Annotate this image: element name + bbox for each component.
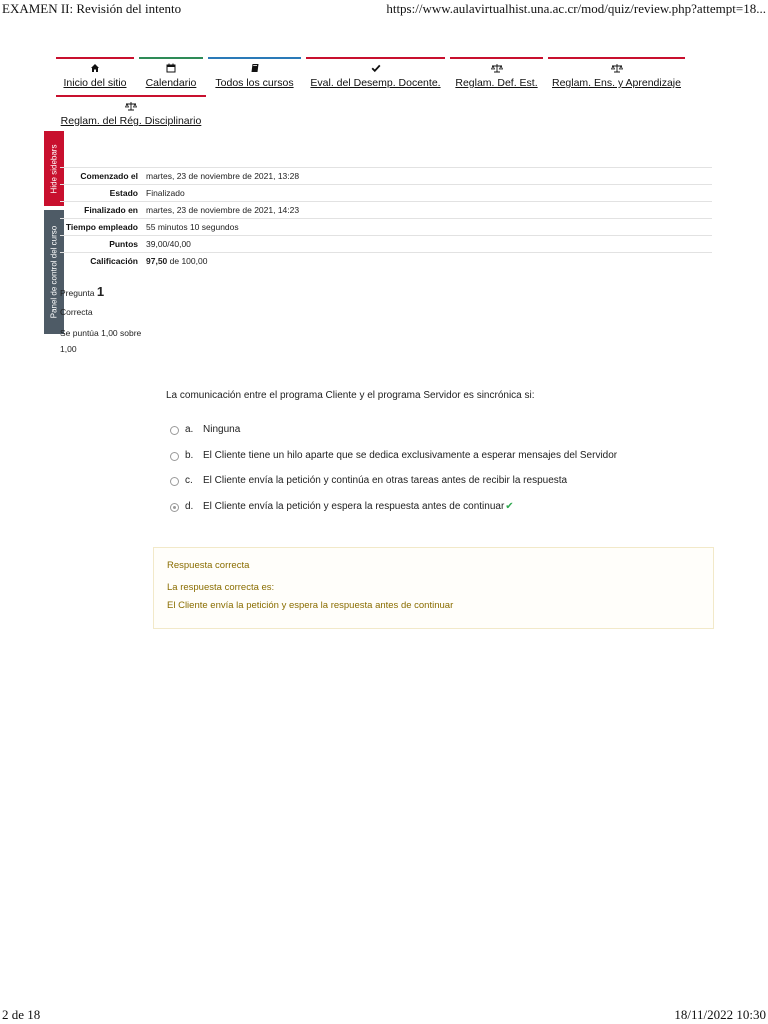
table-row: [60, 202, 712, 219]
table-row: [60, 219, 712, 236]
correct-answer-label: La respuesta correcta es:: [167, 582, 275, 593]
attempt-summary-table: [60, 167, 712, 269]
summary-key: Finalizado en: [84, 205, 138, 215]
nav-item-calendar[interactable]: [139, 57, 203, 95]
grade-max: de 100,00: [167, 256, 208, 266]
correct-check-icon: ✔: [505, 500, 514, 512]
check-icon: [306, 63, 445, 76]
radio-button[interactable]: [170, 452, 179, 461]
home-icon: [56, 63, 134, 76]
balance-scale-icon: [56, 101, 206, 114]
summary-key: Tiempo empleado: [65, 222, 138, 232]
balance-scale-icon: [450, 63, 543, 76]
course-panel-label: Panel de control del curso: [49, 225, 59, 319]
feedback-box: [153, 547, 714, 629]
nav-item-reglam-def-est[interactable]: [450, 57, 543, 95]
summary-value: [142, 253, 712, 270]
nav-item-reglam-disciplinario[interactable]: [56, 95, 206, 133]
nav-label-reglam-disciplinario: Reglam. del Rég. Disciplinario: [60, 115, 202, 127]
table-row: [60, 185, 712, 202]
grade-value: 97,50: [146, 256, 168, 266]
feedback-result: Respuesta correcta: [167, 560, 250, 571]
summary-value: 39,00/40,00: [146, 239, 191, 249]
summary-key: Comenzado el: [80, 171, 138, 181]
nav-label-teacher-evaluation: Eval. del Desemp. Docente.: [310, 77, 441, 89]
calendar-icon: [139, 63, 203, 76]
answer-option-d[interactable]: [170, 501, 730, 527]
summary-key: Calificación: [90, 256, 138, 266]
question-marks: Se puntúa 1,00 sobre 1,00: [60, 328, 142, 354]
summary-key: Puntos: [109, 239, 138, 249]
nav-item-all-courses[interactable]: [208, 57, 301, 95]
answer-letter: a.: [185, 424, 194, 435]
answer-text: El Cliente tiene un hilo aparte que se dedica exclusivamente a esperar mensajes del Servidor: [203, 449, 618, 461]
summary-value: 55 minutos 10 segundos: [146, 222, 239, 232]
radio-button-selected[interactable]: [170, 503, 179, 512]
nav-label-all-courses: Todos los cursos: [215, 77, 294, 89]
question-number: 1: [96, 284, 105, 299]
summary-value: Finalizado: [146, 188, 185, 198]
answer-letter: c.: [185, 475, 193, 486]
page-counter: 2 de 18: [2, 1007, 41, 1022]
question-state: Correcta: [60, 307, 93, 317]
hide-sidebars-label: Hide sidebars: [49, 144, 59, 193]
answer-letter: d.: [185, 500, 194, 512]
question-info: [60, 284, 150, 365]
answer-text: El Cliente envía la petición y espera la respuesta antes de continuar: [203, 500, 505, 512]
question-label: Pregunta: [60, 288, 95, 298]
answer-text: Ninguna: [203, 424, 241, 435]
nav-item-reglam-ens-aprendizaje[interactable]: [548, 57, 685, 95]
print-datetime: 18/11/2022 10:30: [674, 1007, 766, 1022]
book-icon: [208, 63, 301, 76]
summary-value: martes, 23 de noviembre de 2021, 13:28: [146, 171, 300, 181]
radio-button[interactable]: [170, 477, 179, 486]
nav-label-reglam-def-est: Reglam. Def. Est.: [455, 77, 538, 89]
summary-key: Estado: [109, 188, 138, 198]
summary-value: martes, 23 de noviembre de 2021, 14:23: [146, 205, 300, 215]
nav-label-home: Inicio del sitio: [63, 77, 127, 89]
nav-label-calendar: Calendario: [145, 77, 197, 89]
nav-item-teacher-evaluation[interactable]: [306, 57, 445, 95]
table-row: [60, 253, 712, 270]
answer-letter: b.: [185, 449, 194, 461]
question-text: La comunicación entre el programa Cliente y el programa Servidor es sincrónica si:: [166, 390, 535, 401]
correct-answer-text: El Cliente envía la petición y espera la respuesta antes de continuar: [167, 600, 454, 611]
answer-list: [170, 424, 730, 526]
answer-option-a[interactable]: [170, 424, 730, 450]
nav-label-reglam-ens-aprendizaje: Reglam. Ens. y Aprendizaje: [552, 77, 681, 89]
print-url: https://www.aulavirtualhist.una.ac.cr/mod/quiz/review.php?attempt=18...: [386, 1, 766, 16]
print-title: EXAMEN II: Revisión del intento: [2, 1, 182, 16]
radio-button[interactable]: [170, 426, 179, 435]
balance-scale-icon: [548, 63, 685, 76]
answer-option-c[interactable]: [170, 475, 730, 501]
table-row: [60, 168, 712, 185]
answer-option-b[interactable]: [170, 450, 730, 476]
table-row: [60, 236, 712, 253]
print-header: [0, 0, 768, 18]
print-footer: [0, 1006, 768, 1024]
answer-text: El Cliente envía la petición y continúa en otras tareas antes de recibir la respuesta: [203, 475, 568, 486]
nav-item-home[interactable]: [56, 57, 134, 95]
